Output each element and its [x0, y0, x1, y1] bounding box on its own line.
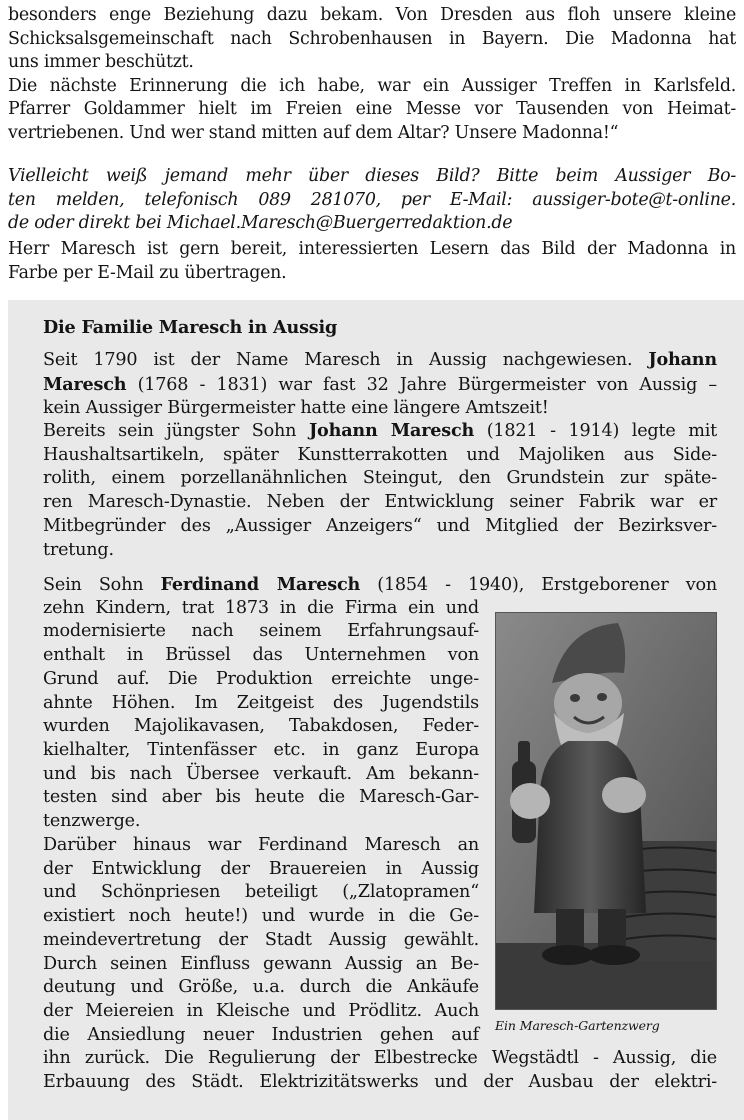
box-paragraph-3-head [43, 573, 717, 598]
text-line: und Schönpriesen beteiligt („Zlatopramen“ [43, 882, 479, 903]
text-line: besonders enge Beziehung dazu bekam. Von Dresden aus floh unsere kleine [8, 5, 736, 25]
text-line: tenzwerge. [43, 811, 141, 832]
text-line: ihn zurück. Die Regulierung der Elbestrecke Wegstädtl - Aussig, die [43, 1048, 717, 1069]
text-line: wurden Majolikavasen, Tabakdosen, Feder- [43, 716, 479, 737]
text-line: Schicksalsgemeinschaft nach Schrobenhausen in Bayern. Die Madonna hat [8, 28, 736, 49]
text-line: enthalt in Brüssel das Unternehmen von [43, 645, 479, 666]
intro-paragraph [8, 4, 736, 145]
text-line: Durch seinen Einfluss gewann Aussig an Be- [43, 953, 479, 974]
gnome-illustration [496, 613, 716, 1009]
text-line: tretung. [43, 539, 114, 560]
text-line: existiert noch heute!) und wurde in die Ge- [43, 906, 479, 927]
text-line: Erbauung des Städt. Elektrizitätswerks und der Ausbau der elektri- [43, 1072, 717, 1092]
text-line: Darüber hinaus war Ferdinand Maresch an [43, 835, 479, 855]
box-title: Die Familie Maresch in Aussig [43, 317, 338, 338]
text-line: Maresch (1768 - 1831) war fast 32 Jahre Bürgermeister von Aussig – [43, 373, 717, 395]
photo-caption: Ein Maresch-Gartenzwerg [495, 1018, 660, 1033]
box-paragraph-1 [43, 348, 717, 421]
text-line: Haushaltsartikeln, später Kunstterrakotten und Majoliken aus Side- [43, 444, 717, 465]
text-line: deutung und Größe, u.a. durch die Ankäufe [43, 977, 479, 998]
text-line: vertriebenen. Und wer stand mitten auf dem Altar? Unsere Madonna!“ [8, 122, 619, 143]
text-line: de oder direkt bei Michael.Maresch@Buergerredaktion.de [8, 213, 513, 233]
text-line: Mitbegründer des „Aussiger Anzeigers“ und Mitglied der Bezirksver- [43, 515, 717, 536]
text-line: ten melden, telefonisch 089 281070, per E-Mail: aussiger-bote@t-online. [8, 189, 736, 210]
text-line: Grund auf. Die Produktion erreichte unge- [43, 668, 479, 689]
text-line: und bis nach Übersee verkauft. Am bekann- [43, 763, 479, 784]
box-paragraph-3-body [43, 597, 479, 834]
box-paragraph-2 [43, 419, 717, 562]
text-line: Farbe per E-Mail zu übertragen. [8, 262, 287, 283]
text-line: Vielleicht weiß jemand mehr über dieses Bild? Bitte beim Aussiger Bo- [8, 166, 736, 186]
text-line: Seit 1790 ist der Name Maresch in Aussig nachgewiesen. Johann [43, 349, 717, 370]
text-line: der Entwicklung der Brauereien in Aussig [43, 858, 479, 879]
text-line: testen sind aber bis heute die Maresch-Gar- [43, 787, 479, 808]
offer-paragraph [8, 238, 736, 285]
text-line: Bereits sein jüngster Sohn Johann Maresch (1821 - 1914) legte mit [43, 420, 717, 441]
text-line: rolith, einem porzellanähnlichen Steingut, den Grundstein zur späte- [43, 468, 717, 489]
box-paragraph-4 [43, 834, 479, 1047]
text-line: kielhalter, Tintenfässer etc. in ganz Europa [43, 739, 479, 760]
text-line: Pfarrer Goldammer hielt im Freien eine Messe vor Tausenden von Heimat- [8, 99, 736, 119]
garden-gnome-photo [495, 612, 717, 1010]
text-line: Die nächste Erinnerung die ich habe, war ein Aussiger Treffen in Karlsfeld. [8, 75, 736, 96]
text-line: zehn Kindern, trat 1873 in die Firma ein und [43, 597, 479, 618]
text-line: uns immer beschützt. [8, 52, 194, 72]
text-line: der Meiereien in Kleische und Prödlitz. Auch [43, 1000, 479, 1021]
text-line: ahnte Höhen. Im Zeitgeist des Jugendstils [43, 692, 479, 713]
text-line: ren Maresch-Dynastie. Neben der Entwicklung seiner Fabrik war er [43, 492, 717, 513]
text-line: modernisierte nach seinem Erfahrungsauf- [43, 621, 479, 642]
contact-note [8, 165, 736, 236]
box-paragraph-4-wide [43, 1047, 717, 1094]
text-line: meindevertretung der Stadt Aussig gewählt. [43, 929, 479, 950]
text-line: kein Aussiger Bürgermeister hatte eine längere Amtszeit! [43, 398, 549, 419]
text-line: die Ansiedlung neuer Industrien gehen auf [43, 1024, 479, 1045]
text-line: Herr Maresch ist gern bereit, interessierten Lesern das Bild der Madonna in [8, 239, 736, 259]
text-line: Sein Sohn Ferdinand Maresch (1854 - 1940), Erstgeborener von [43, 574, 717, 595]
